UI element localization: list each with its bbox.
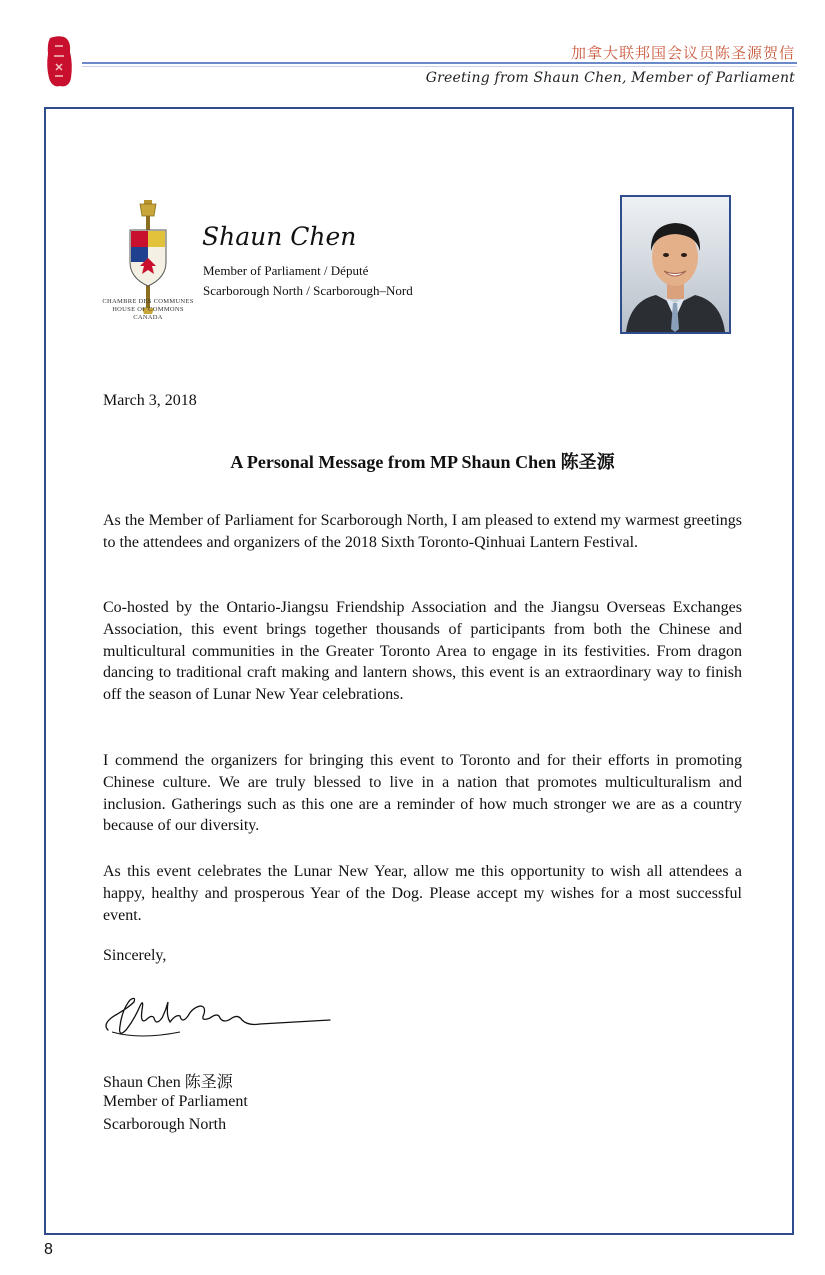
letter-paragraph: I commend the organizers for bringing this event to Toronto and for their efforts in promoting Chinese culture. We are truly blessed to live in a nation that promotes multiculturalism and inclusion. Gatherings such as this one are a reminder of how much stronger we are as a country because of our diversity. bbox=[103, 752, 742, 835]
letter-paragraph: As the Member of Parliament for Scarborough North, I am pleased to extend my warmest greetings to the attendees and organizers of the 2018 Sixth Toronto-Qinhuai Lantern Festival. bbox=[103, 512, 742, 551]
signature-riding: Scarborough North bbox=[103, 1116, 227, 1133]
header-chinese-title: 加拿大联邦国会议员陈圣源贺信 bbox=[570, 44, 795, 62]
red-seal-icon bbox=[44, 34, 74, 90]
handwritten-signature bbox=[100, 980, 340, 1050]
letterhead-name: Shaun Chen bbox=[202, 222, 357, 251]
letter-closing: Sincerely, bbox=[103, 947, 167, 964]
crest-caption-line: CHAMBRE DES COMMUNES bbox=[102, 298, 194, 305]
header-divider bbox=[82, 62, 797, 64]
page-number: 8 bbox=[44, 1241, 53, 1258]
signature-name: Shaun Chen 陈圣源 bbox=[103, 1074, 233, 1091]
signature-title: Member of Parliament bbox=[103, 1093, 248, 1110]
crest-caption-line: HOUSE OF COMMONS bbox=[112, 306, 184, 313]
letter-date: March 3, 2018 bbox=[103, 392, 197, 409]
crest-caption-line: CANADA bbox=[133, 314, 163, 321]
letter-title: A Personal Message from MP Shaun Chen 陈圣源 bbox=[230, 452, 615, 472]
portrait-photo bbox=[620, 195, 731, 334]
header-divider-thin bbox=[82, 66, 797, 67]
header-english-title: Greeting from Shaun Chen, Member of Parliament bbox=[425, 70, 795, 86]
crest-caption bbox=[98, 298, 198, 322]
letter-paragraph: As this event celebrates the Lunar New Year, allow me this opportunity to wish all attendees a happy, healthy and prosperous Year of the Dog. Please accept my wishes for a most successful event. bbox=[103, 863, 742, 924]
letterhead-position: Member of Parliament / Député bbox=[203, 263, 369, 278]
letter-paragraph: Co-hosted by the Ontario-Jiangsu Friendship Association and the Jiangsu Overseas Exchanges Association, this event brings together thousands of participants from both the Chinese and multicultural communities in the Greater Toronto Area to engage in its festivities. From dragon dancing to traditional craft making and lantern shows, this event is an extraordinary way to finish off the season of Lunar New Year celebrations. bbox=[103, 599, 742, 704]
letterhead-riding: Scarborough North / Scarborough–Nord bbox=[203, 283, 413, 298]
